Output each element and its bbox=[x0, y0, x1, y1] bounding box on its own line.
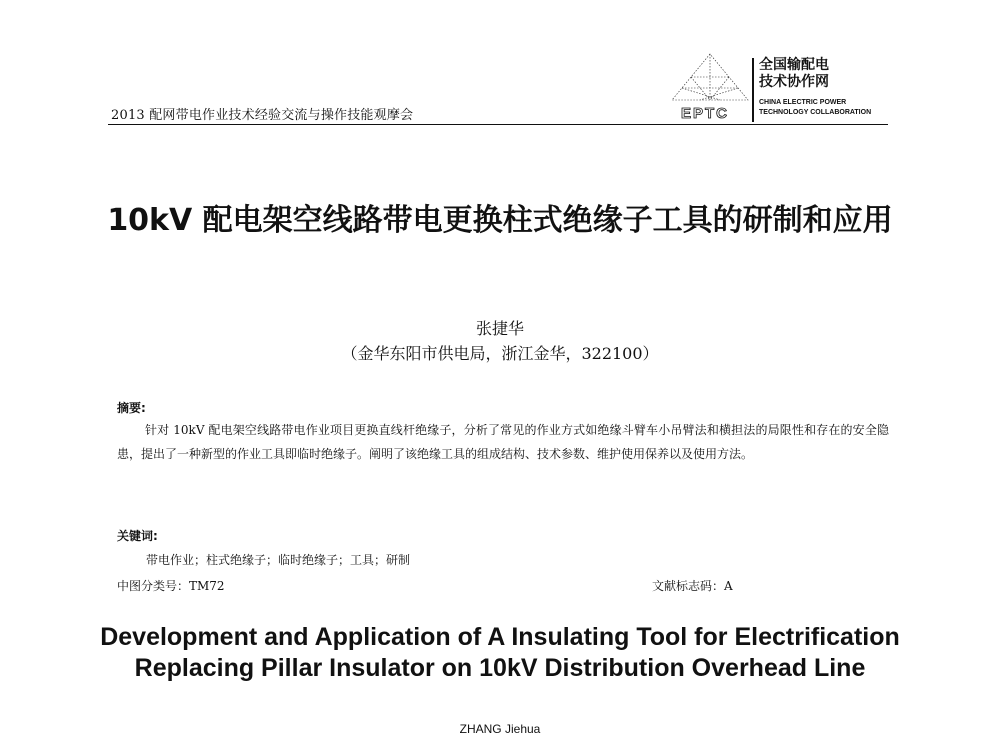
eptc-logo-mark bbox=[660, 50, 750, 122]
abstract-text: 针对 10kV 配电架空线路带电作业项目更换直线杆绝缘子，分析了常见的作业方式如绝缘斗臂车小吊臂法和横担法的局限性和存在的安全隐患，提出了一种新型的作业工具即临时绝缘子。阐明了该绝缘工具的组成结构、技术参数、维护使用保养以及使用方法。 bbox=[117, 423, 889, 461]
author-en: ZHANG Jiehua bbox=[459, 722, 541, 736]
document-code: 文献标志码：A bbox=[652, 579, 733, 593]
logo-cn-line1: 全国输配电 bbox=[759, 57, 829, 73]
affiliation-cn: （金华东阳市供电局，浙江金华，322100） bbox=[341, 344, 659, 363]
eptc-wordmark: EPTC bbox=[680, 105, 730, 122]
logo-en-line2: TECHNOLOGY COLLABORATION bbox=[759, 109, 872, 116]
keywords-text: 带电作业；柱式绝缘子；临时绝缘子；工具；研制 bbox=[146, 553, 411, 567]
abstract-label: 摘要: bbox=[117, 401, 146, 415]
logo-cn-line2: 技术协作网 bbox=[759, 74, 829, 90]
keywords-label: 关键词: bbox=[117, 529, 158, 543]
logo-cn-text bbox=[759, 57, 829, 91]
logo-en-line1: CHINA ELECTRIC POWER bbox=[759, 99, 847, 106]
paper-title-cn: 10kV 配电架空线路带电更换柱式绝缘子工具的研制和应用 bbox=[107, 203, 893, 238]
logo-divider bbox=[752, 58, 754, 122]
logo-en-text bbox=[759, 98, 871, 118]
clc-number: 中图分类号：TM72 bbox=[117, 579, 225, 593]
paper-title-en: Development and Application of A Insulating Tool for Electrification Replacing Pillar Insulator on 10kV Distribution Overhead Line bbox=[100, 623, 900, 682]
conference-title: 2013 配网带电作业技术经验交流与操作技能观摩会 bbox=[111, 108, 414, 123]
author-cn: 张捷华 bbox=[475, 319, 524, 338]
eptc-logo bbox=[660, 50, 890, 125]
